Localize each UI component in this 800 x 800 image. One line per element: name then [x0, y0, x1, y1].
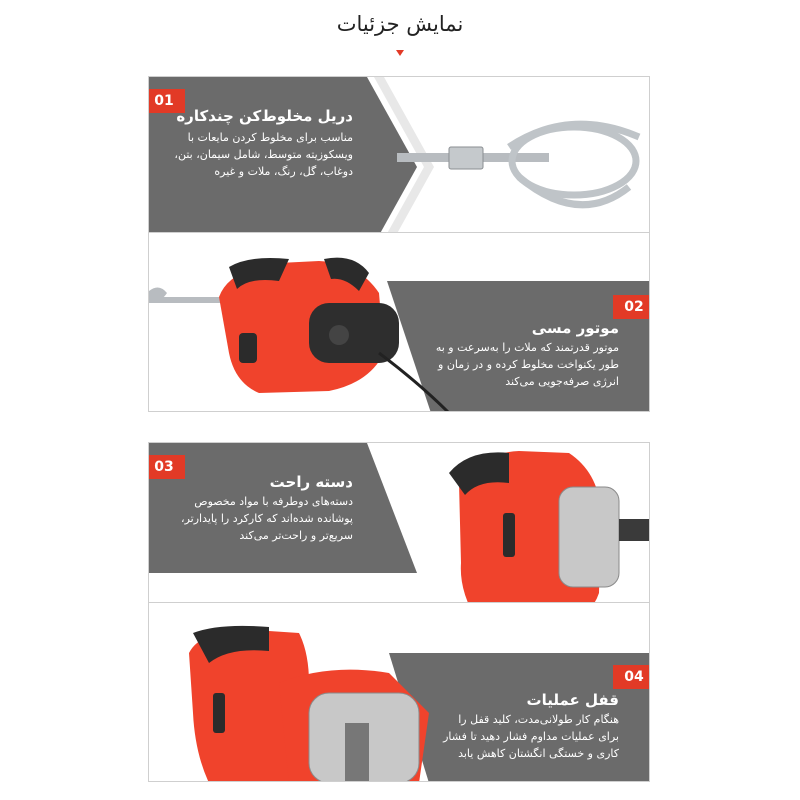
feature-heading: دسته راحت [269, 473, 353, 491]
feature-heading: دریل مخلوط‌کن چندکاره [176, 107, 353, 125]
feature-card-3 [148, 442, 650, 622]
feature-number-badge: 01 [148, 89, 185, 113]
feature-desc-line: دوغاب، گل، رنگ، ملات و غیره [214, 165, 353, 178]
feature-desc-line: انرژی صرفه‌جویی می‌کند [505, 375, 619, 388]
feature-desc-line: کاری و خستگی انگشتان کاهش یابد [458, 747, 619, 760]
feature-number-badge: 03 [148, 455, 185, 479]
feature-desc-line: دسته‌های دوطرفه با مواد مخصوص [194, 495, 353, 508]
feature-number-badge: 04 [613, 665, 650, 689]
feature-card-1 [148, 76, 650, 256]
comfortable-handle-illustration [149, 443, 650, 622]
feature-heading: قفل عملیات [526, 691, 619, 709]
feature-desc-line: ویسکوزیته متوسط، شامل سیمان، بتن، [174, 148, 353, 161]
feature-card-2 [148, 232, 650, 412]
feature-desc-line: برای عملیات مداوم فشار دهید تا فشار [443, 730, 619, 743]
title-marker [396, 50, 404, 56]
feature-number-badge: 02 [613, 295, 650, 319]
feature-desc-line: سریع‌تر و راحت‌تر می‌کند [239, 529, 353, 542]
feature-heading: موتور مسی [531, 319, 619, 337]
feature-desc-line: پوشانده شده‌اند که کارکرد را پایدارتر، [181, 512, 353, 525]
feature-desc-line: مناسب برای مخلوط کردن مایعات با [187, 131, 353, 144]
feature-card-4 [148, 602, 650, 782]
feature-desc-line: هنگام کار طولانی‌مدت، کلید قفل را [458, 713, 619, 726]
feature-desc-line: موتور قدرتمند که ملات را به‌سرعت و به [435, 341, 619, 354]
feature-desc-line: طور یکنواخت مخلوط کرده و در زمان و [438, 358, 619, 371]
page-title: نمایش جزئیات [336, 12, 464, 36]
